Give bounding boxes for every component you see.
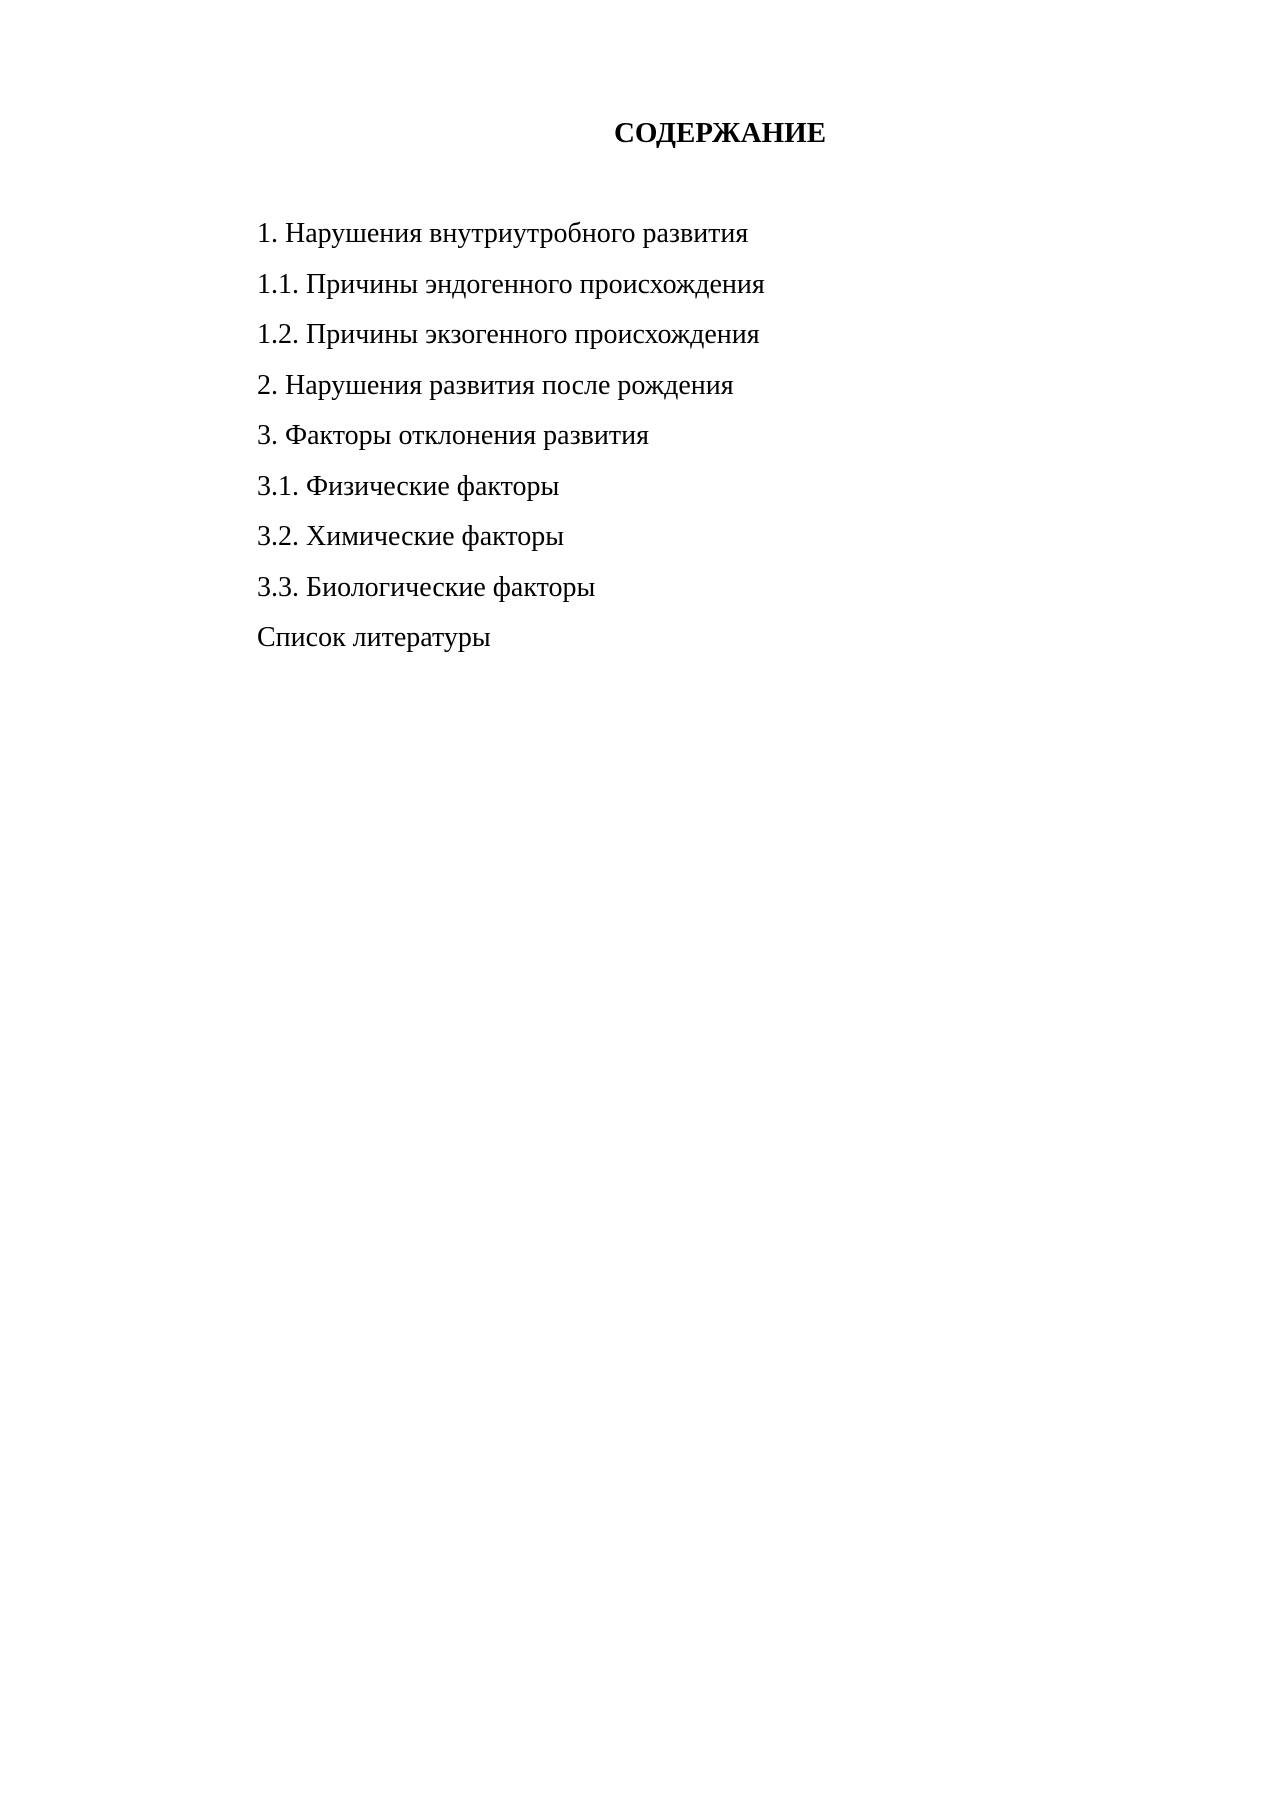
- toc-item: 3. Факторы отклонения развития: [257, 420, 649, 451]
- toc-item: 3.2. Химические факторы: [257, 521, 565, 552]
- toc-item: 1. Нарушения внутриутробного развития: [257, 218, 749, 249]
- toc-item: 2. Нарушения развития после рождения: [257, 369, 734, 401]
- table-of-contents: [257, 217, 765, 672]
- toc-item: 1.1. Причины эндогенного происхождения: [257, 268, 765, 300]
- toc-item: 1.2. Причины экзогенного происхождения: [257, 319, 760, 350]
- page-title: СОДЕРЖАНИЕ: [613, 117, 827, 149]
- toc-item: 3.1. Физические факторы: [257, 470, 560, 502]
- toc-item: Список литературы: [257, 622, 491, 653]
- toc-item: 3.3. Биологические факторы: [257, 571, 596, 603]
